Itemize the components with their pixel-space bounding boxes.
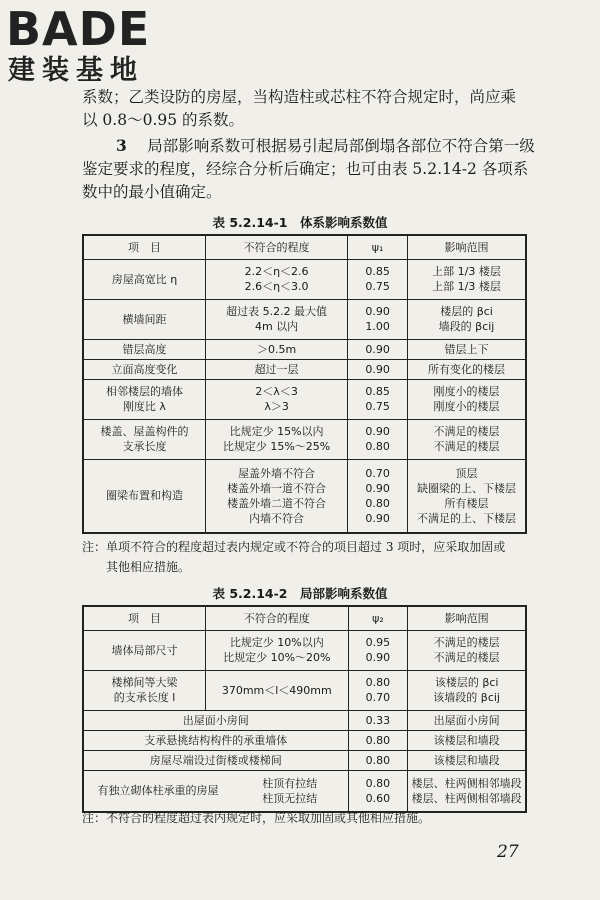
table-row: 有独立砌体柱承重的房屋 柱顶有拉结 柱顶无拉结 0.80 0.60 楼层、柱两侧相邻墙段 楼层、柱两侧相邻墙段 — [83, 770, 526, 812]
table-local-coefficients — [82, 605, 527, 813]
page-number: 27 — [497, 842, 519, 862]
logo-word: BADE — [6, 2, 151, 56]
header-degree: 不符合的程度 — [206, 606, 349, 630]
table-row: 墙体局部尺寸 比规定少 10%以内 比规定少 10%～20% 0.95 0.90 不满足的楼层 不满足的楼层 — [83, 630, 526, 670]
table-row: 圈梁布置和构造 屋盖外墙不符合 楼盖外墙一道不符合 楼盖外墙二道不符合 内墙不符合 0.70 0.90 0.80 0.90 顶层 缺圈梁的上、下楼层 所有楼层 不满足的上、下楼层 — [83, 459, 526, 533]
table-header-row — [83, 235, 526, 259]
table-row: 楼梯间等大梁 的支承长度 l 370mm＜l＜490mm 0.80 0.70 该楼层的 βci 该墙段的 βcij — [83, 670, 526, 710]
table-row: 相邻楼层的墙体 刚度比 λ 2＜λ＜3 λ＞3 0.85 0.75 刚度小的楼层 刚度小的楼层 — [83, 379, 526, 419]
header-scope: 影响范围 — [408, 235, 526, 259]
bade-logo — [6, 4, 176, 86]
table-row: 房屋尽端设过街楼或楼梯间 0.80 该楼层和墙段 — [83, 750, 526, 770]
table-row: 横墙间距 超过表 5.2.2 最大值 4m 以内 0.90 1.00 楼层的 βci 墙段的 βcij — [83, 299, 526, 339]
logo-subtitle: 建装基地 — [8, 55, 144, 86]
table-row: 立面高度变化 超过一层 0.90 所有变化的楼层 — [83, 359, 526, 379]
header-item: 项 目 — [83, 235, 205, 259]
header-item: 项 目 — [83, 606, 206, 630]
table1-caption: 表 5.2.14-1 体系影响系数值 — [212, 215, 388, 230]
table-row: 支承悬挑结构构件的承重墙体 0.80 该楼层和墙段 — [83, 730, 526, 750]
table1-note: 注：单项不符合的程度超过表内规定或不符合的项目超过 3 项时，应采取加固或 其他相应措施。 — [82, 540, 506, 574]
header-coef: ψ₂ — [348, 606, 408, 630]
table-header-row — [83, 606, 526, 630]
header-scope: 影响范围 — [408, 606, 526, 630]
item-text: 局部影响系数可根据易引起局部倒塌各部位不符合第一级鉴定要求的程度，经综合分析后确定；也可由表 5.2.14-2 各项系数中的最小值确定。 — [82, 137, 535, 201]
header-coef: ψ₁ — [348, 235, 408, 259]
paragraph-item-3 — [82, 134, 542, 204]
table2-caption: 表 5.2.14-2 局部影响系数值 — [212, 586, 388, 601]
table-system-coefficients — [82, 234, 527, 534]
paragraph-continuation: 系数；乙类设防的房屋，当构造柱或芯柱不符合规定时，尚应乘 以 0.8～0.95 的系数。 — [82, 88, 517, 129]
table-row: 房屋高宽比 η 2.2＜η＜2.6 2.6＜η＜3.0 0.85 0.75 上部 1/3 楼层 上部 1/3 楼层 — [83, 259, 526, 299]
table-row: 楼盖、屋盖构件的 支承长度 比规定少 15%以内 比规定少 15%～25% 0.90 0.80 不满足的楼层 不满足的楼层 — [83, 419, 526, 459]
table-row: 错层高度 ＞0.5m 0.90 错层上下 — [83, 339, 526, 359]
table2-note: 注：不符合的程度超过表内规定时，应采取加固或其他相应措施。 — [82, 811, 431, 825]
item-number: 3 — [116, 136, 127, 155]
header-degree: 不符合的程度 — [205, 235, 347, 259]
table-row: 出屋面小房间 0.33 出屋面小房间 — [83, 710, 526, 730]
